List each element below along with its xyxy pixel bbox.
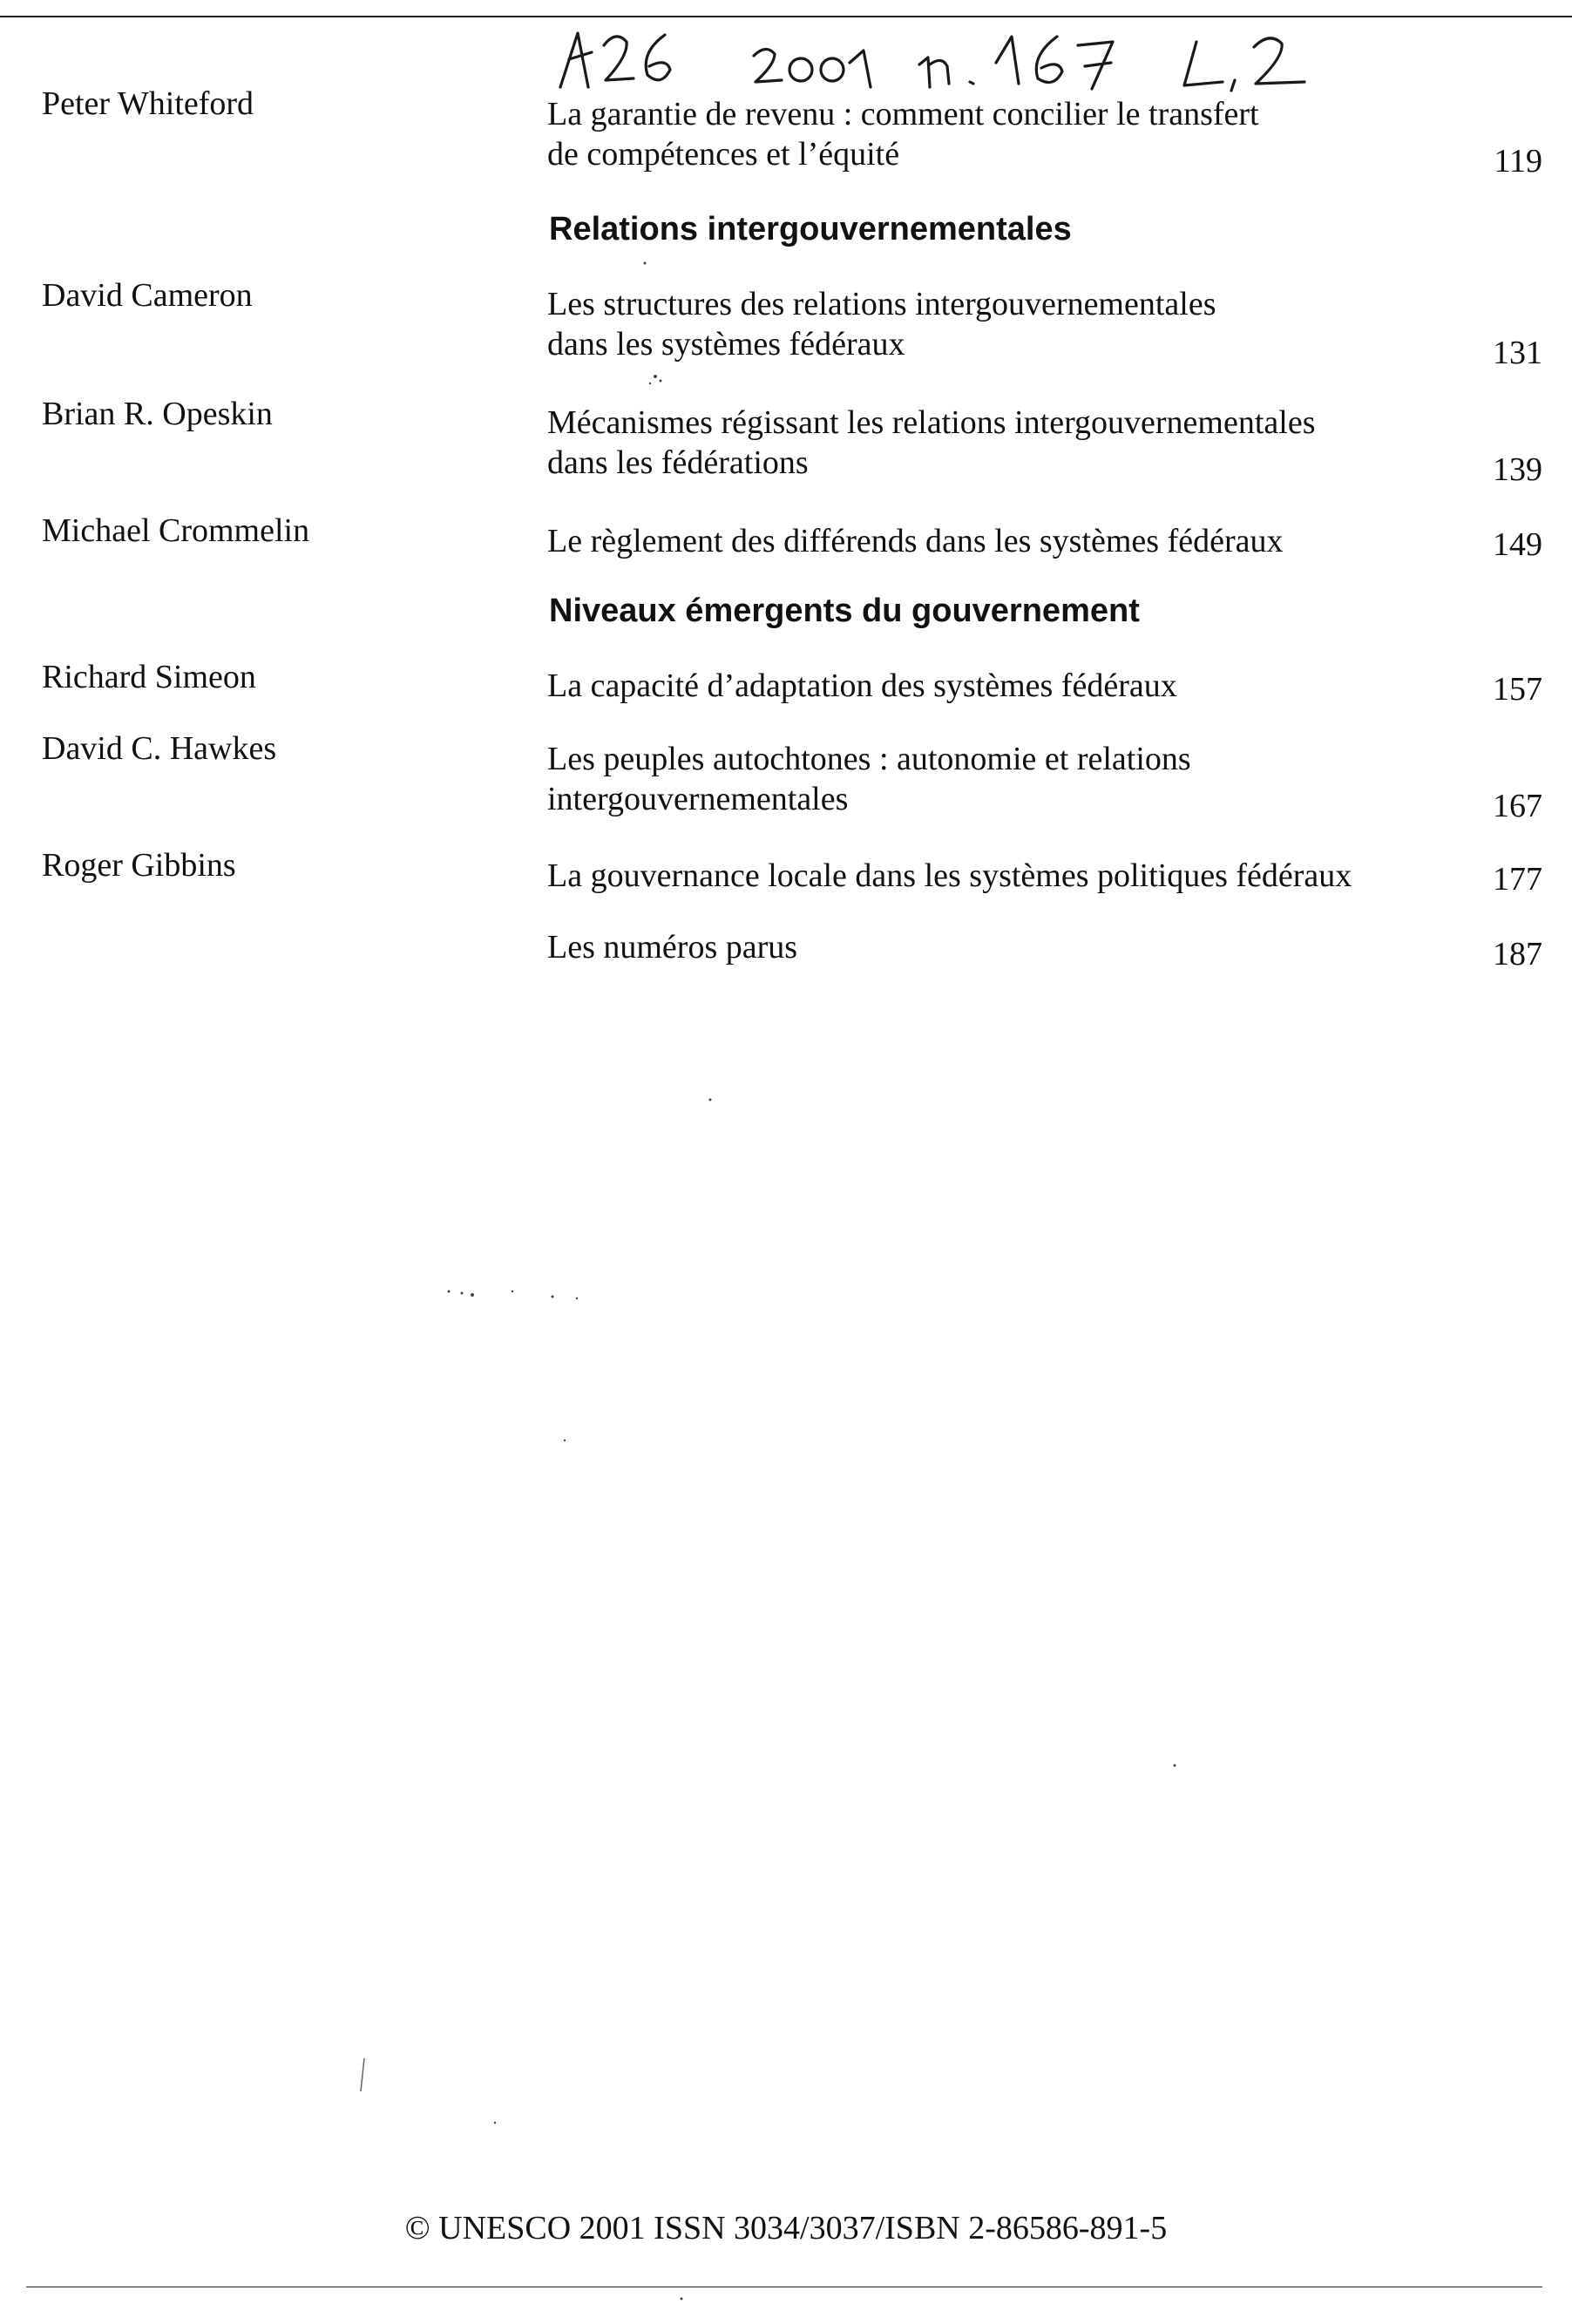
entry-page-number: 187: [1493, 936, 1542, 972]
entry-author: David C. Hawkes: [42, 730, 277, 767]
entry-title-line: Mécanismes régissant les relations intergouvernementales: [547, 404, 1316, 441]
section-heading: Relations intergouvernementales: [549, 211, 1072, 247]
copyright-footer: © UNESCO 2001 ISSN 3034/3037/ISBN 2-86586-891-5: [404, 2210, 1168, 2246]
entry-title-line: dans les systèmes fédéraux: [547, 326, 905, 362]
section-heading: Niveaux émergents du gouvernement: [549, 593, 1140, 629]
entry-page-number: 139: [1493, 451, 1542, 488]
entry-author: Roger Gibbins: [42, 847, 236, 884]
entry-title: [547, 856, 1462, 896]
entry-page-number: 119: [1494, 143, 1542, 180]
entry-title: [547, 521, 1462, 561]
entry-page-number: 177: [1493, 861, 1542, 898]
entry-title-line: intergouvernementales: [547, 781, 849, 817]
entry-title-line: Les numéros parus: [547, 929, 798, 966]
entry-author: David Cameron: [42, 277, 253, 314]
entry-title: [547, 927, 1462, 967]
entry-author: Brian R. Opeskin: [42, 396, 273, 432]
entry-page-number: 157: [1493, 671, 1542, 708]
entry-title: [547, 666, 1462, 706]
top-rule: [0, 16, 1572, 17]
handwritten-catalogue-note: [553, 26, 1364, 96]
entry-title-line: Le règlement des différends dans les systèmes fédéraux: [547, 523, 1284, 559]
entry-title-line: Les peuples autochtones : autonomie et relations: [547, 741, 1191, 777]
entry-title-line: La gouvernance locale dans les systèmes politiques fédéraux: [547, 857, 1352, 894]
entry-title: [547, 403, 1462, 483]
entry-title: [547, 94, 1462, 174]
entry-title: [547, 739, 1462, 819]
entry-author: Michael Crommelin: [42, 512, 310, 549]
entry-title-line: La garantie de revenu : comment concilier le transfert: [547, 96, 1259, 132]
entry-author: Peter Whiteford: [42, 85, 254, 122]
entry-title-line: dans les fédérations: [547, 444, 809, 481]
entry-page-number: 131: [1493, 335, 1542, 371]
entry-page-number: 167: [1493, 788, 1542, 824]
entry-title-line: La capacité d’adaptation des systèmes fédéraux: [547, 667, 1177, 704]
entry-author: Richard Simeon: [42, 659, 256, 695]
entry-page-number: 149: [1493, 526, 1542, 563]
entry-title-line: de compétences et l’équité: [547, 136, 900, 173]
entry-title-line: Les structures des relations intergouvernementales: [547, 286, 1216, 322]
entry-title: [547, 284, 1462, 364]
